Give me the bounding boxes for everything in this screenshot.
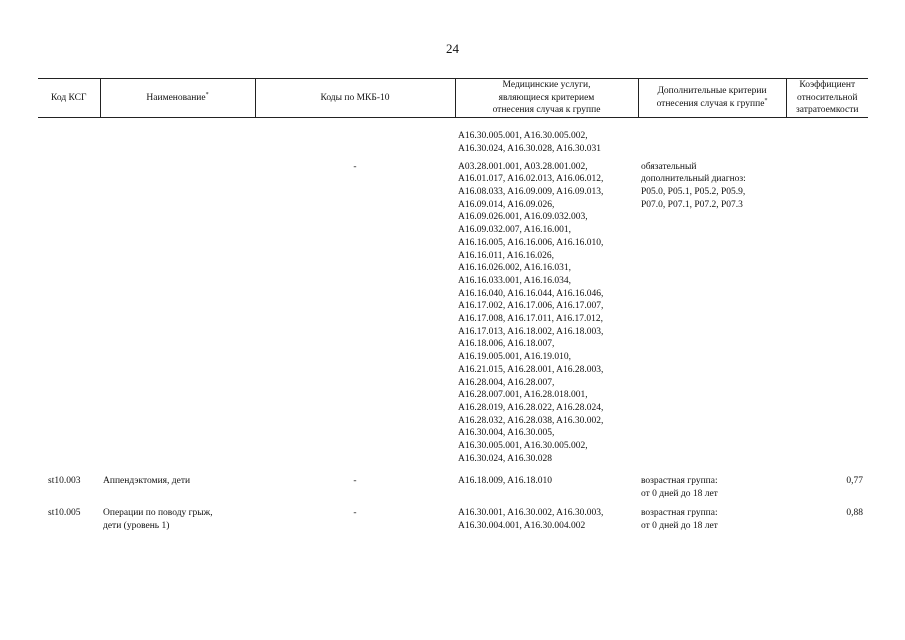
cell-coefficient: 0,77 <box>846 476 863 487</box>
cell-services: A03.28.001.001, A03.28.001.002, A16.01.017, A16.02.013, A16.06.012, A16.08.033, A16.09.009, A16.09.013, A16.09.014, A16.09.026, A16.09.026.001, A16.09.032.003, A16.09.032.007, A16.16.001, A16.16.005, A16.16.006, A16.16.010, A16.16.011, A16.16.026, A16.16.026.002, A16.16.031, A16.16.033.001, A16.16.034, A16.16.040, A16.16.044, A16.16.046, A16.17.002, A16.17.006, A16.17.007, A16.17.008, A16.17.011, A16.17.012, A16.17.013, A16.18.002, A16.18.003, A16.18.006, A16.18.007, A16.19.005.001, A16.19.010, A16.21.015, A16.28.001, A16.28.003, A16.28.004, A16.28.007, A16.28.007.001, A16.28.018.001, A16.28.019, A16.28.022, A16.28.024, A16.28.032, A16.28.038, A16.30.002, A16.30.004, A16.30.005, A16.30.005.001, A16.30.005.002, A16.30.024, A16.30.028 <box>458 161 604 464</box>
cell-coefficient <box>786 118 868 158</box>
header-mkb: Коды по МКБ-10 <box>255 79 455 118</box>
cell-criteria: возрастная группа: от 0 дней до 18 лет <box>641 507 718 531</box>
cell-services: A16.18.009, A16.18.010 <box>458 476 552 487</box>
table-row <box>38 158 868 466</box>
cell-name <box>100 158 255 466</box>
header-name: Наименование* <box>100 79 255 118</box>
table-row <box>38 501 868 532</box>
table-header-row <box>38 79 868 118</box>
cell-criteria: обязательный дополнительный диагноз: P05.0, P05.1, P05.2, P05.9, P07.0, P07.1, P07.2, P07.3 <box>641 161 746 210</box>
cell-coefficient <box>786 158 868 466</box>
cell-services: A16.30.005.001, A16.30.005.002, A16.30.024, A16.30.028, A16.30.031 <box>458 131 602 154</box>
header-criteria: Дополнительные критерии отнесения случая к группе* <box>638 79 786 118</box>
cell-criteria: возрастная группа: от 0 дней до 18 лет <box>641 476 718 500</box>
cell-code: st10.005 <box>48 507 81 518</box>
cell-mkb: - <box>353 507 357 518</box>
cell-name: Операции по поводу грыж, дети (уровень 1) <box>103 507 213 531</box>
cell-criteria <box>638 118 786 158</box>
header-coefficient: Коэффициент относительной затратоемкости <box>786 79 868 118</box>
cell-name <box>100 118 255 158</box>
footnote-mark: * <box>764 97 768 104</box>
cell-services: A16.30.001, A16.30.002, A16.30.003, A16.30.004.001, A16.30.004.002 <box>458 507 604 531</box>
footnote-mark: * <box>205 91 209 98</box>
page-number: 24 <box>446 41 459 56</box>
cell-mkb: - <box>353 161 357 172</box>
cell-mkb: - <box>353 476 357 487</box>
cell-name: Аппендэктомия, дети <box>103 476 191 487</box>
cell-coefficient: 0,88 <box>846 507 863 518</box>
cell-code <box>38 118 100 158</box>
table-row <box>38 118 868 158</box>
header-code: Код КСГ <box>38 79 100 118</box>
header-services: Медицинские услуги, являющиеся критерием отнесения случая к группе <box>455 79 638 118</box>
cell-code <box>38 158 100 466</box>
ksg-table <box>38 78 868 532</box>
cell-code: st10.003 <box>48 476 81 487</box>
cell-mkb <box>255 118 455 158</box>
table-row <box>38 465 868 500</box>
